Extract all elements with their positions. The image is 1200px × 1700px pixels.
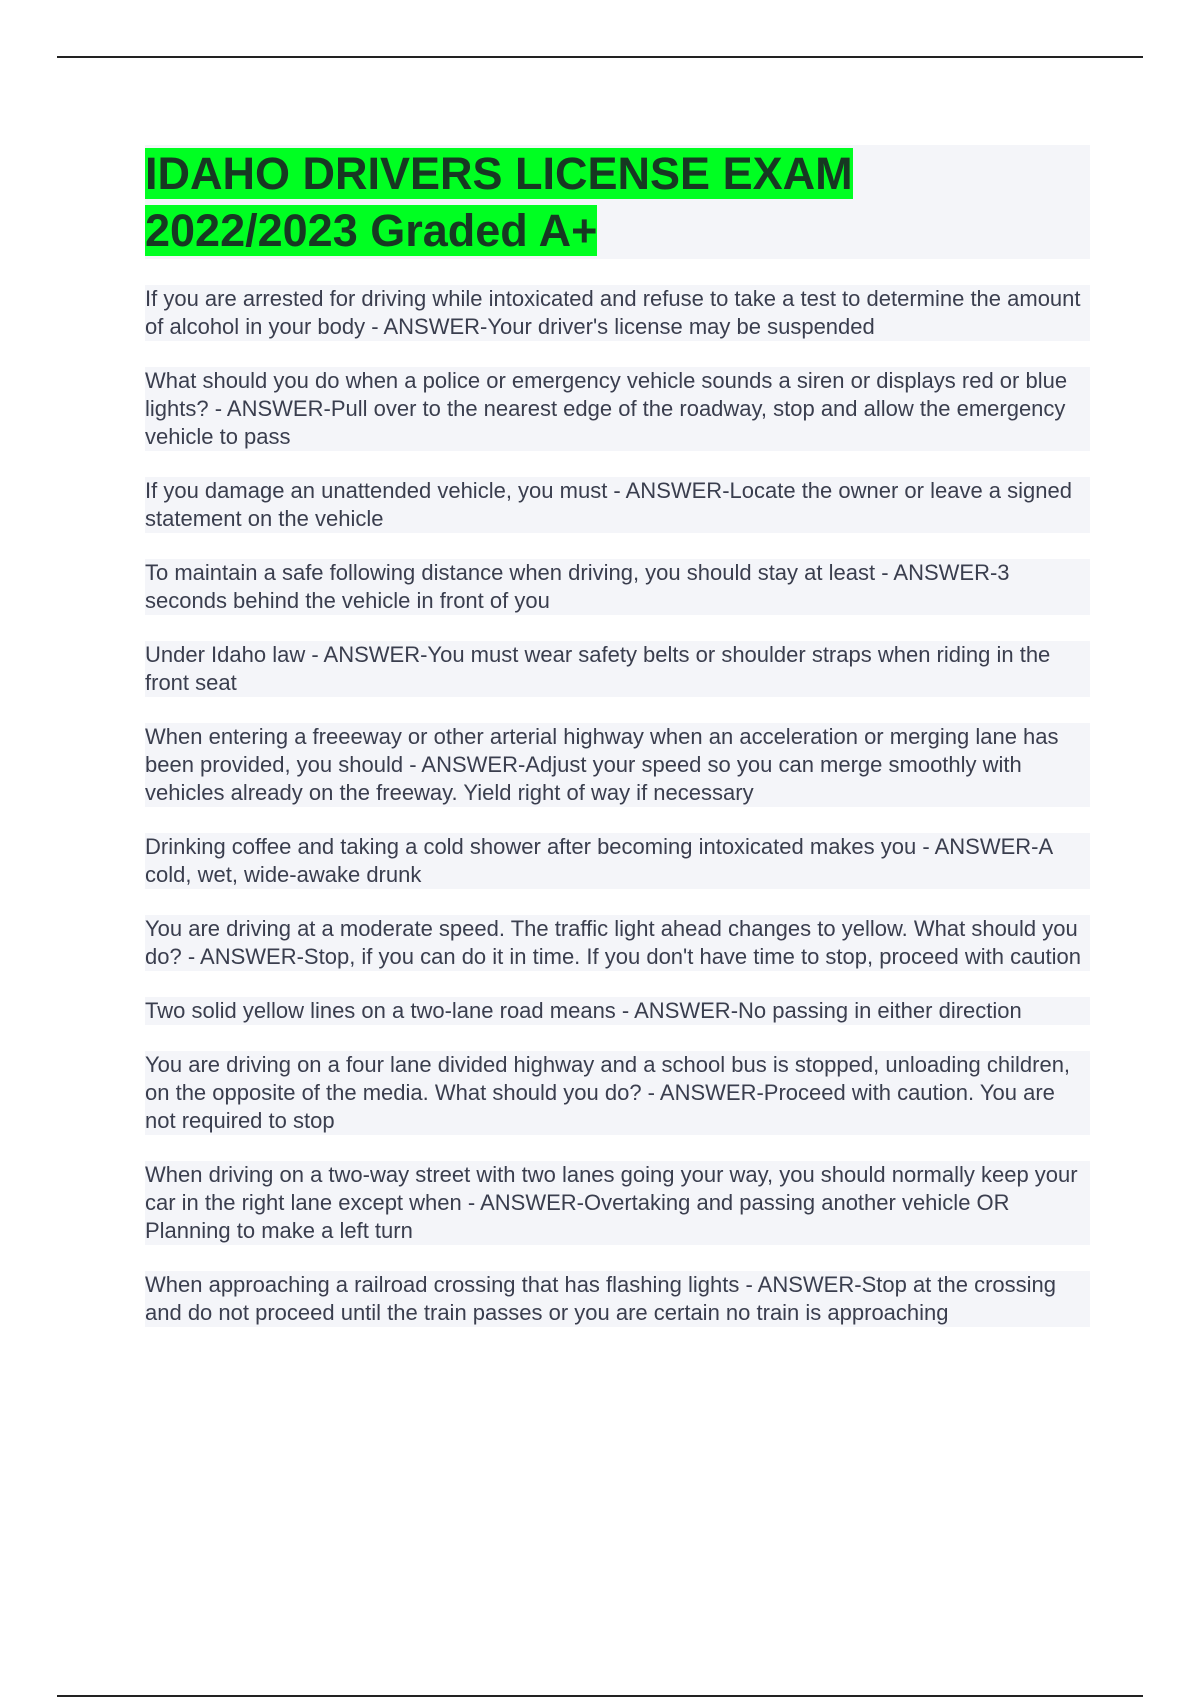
qa-item: When entering a freeeway or other arterial highway when an acceleration or merging lane has been provided, you should - ANSWER-Adjust your speed so you can merge smoothly with vehicles already on the freeway. Yield right of way if necessary	[145, 723, 1090, 807]
qa-item: You are driving on a four lane divided highway and a school bus is stopped, unloading children, on the opposite of the media. What should you do? - ANSWER-Proceed with caution. You are not required to stop	[145, 1051, 1090, 1135]
qa-item: When approaching a railroad crossing that has flashing lights - ANSWER-Stop at the crossing and do not proceed until the train passes or you are certain no train is approaching	[145, 1271, 1090, 1327]
document-title	[145, 145, 1090, 259]
qa-item: If you are arrested for driving while intoxicated and refuse to take a test to determine the amount of alcohol in your body - ANSWER-Your driver's license may be suspended	[145, 285, 1090, 341]
qa-item: You are driving at a moderate speed. The traffic light ahead changes to yellow. What should you do? - ANSWER-Stop, if you can do it in time. If you don't have time to stop, proceed with caution	[145, 915, 1090, 971]
title-line-2: 2022/2023 Graded A+	[145, 205, 598, 256]
qa-item: If you damage an unattended vehicle, you must - ANSWER-Locate the owner or leave a signed statement on the vehicle	[145, 477, 1090, 533]
qa-item: Under Idaho law - ANSWER-You must wear safety belts or shoulder straps when riding in the front seat	[145, 641, 1090, 697]
qa-item: What should you do when a police or emergency vehicle sounds a siren or displays red or blue lights? - ANSWER-Pull over to the nearest edge of the roadway, stop and allow the emergency vehicle to pass	[145, 367, 1090, 451]
qa-item: When driving on a two-way street with two lanes going your way, you should normally keep your car in the right lane except when - ANSWER-Overtaking and passing another vehicle OR Planning to make a left turn	[145, 1161, 1090, 1245]
title-line-1: IDAHO DRIVERS LICENSE EXAM	[145, 148, 853, 199]
qa-item: Drinking coffee and taking a cold shower after becoming intoxicated makes you - ANSWER-A cold, wet, wide-awake drunk	[145, 833, 1090, 889]
top-rule	[57, 56, 1143, 58]
bottom-rule	[57, 1695, 1143, 1697]
document-content	[145, 145, 1090, 1353]
qa-item: Two solid yellow lines on a two-lane road means - ANSWER-No passing in either direction	[145, 997, 1090, 1025]
qa-item: To maintain a safe following distance when driving, you should stay at least - ANSWER-3 seconds behind the vehicle in front of you	[145, 559, 1090, 615]
title-block	[145, 145, 1090, 259]
